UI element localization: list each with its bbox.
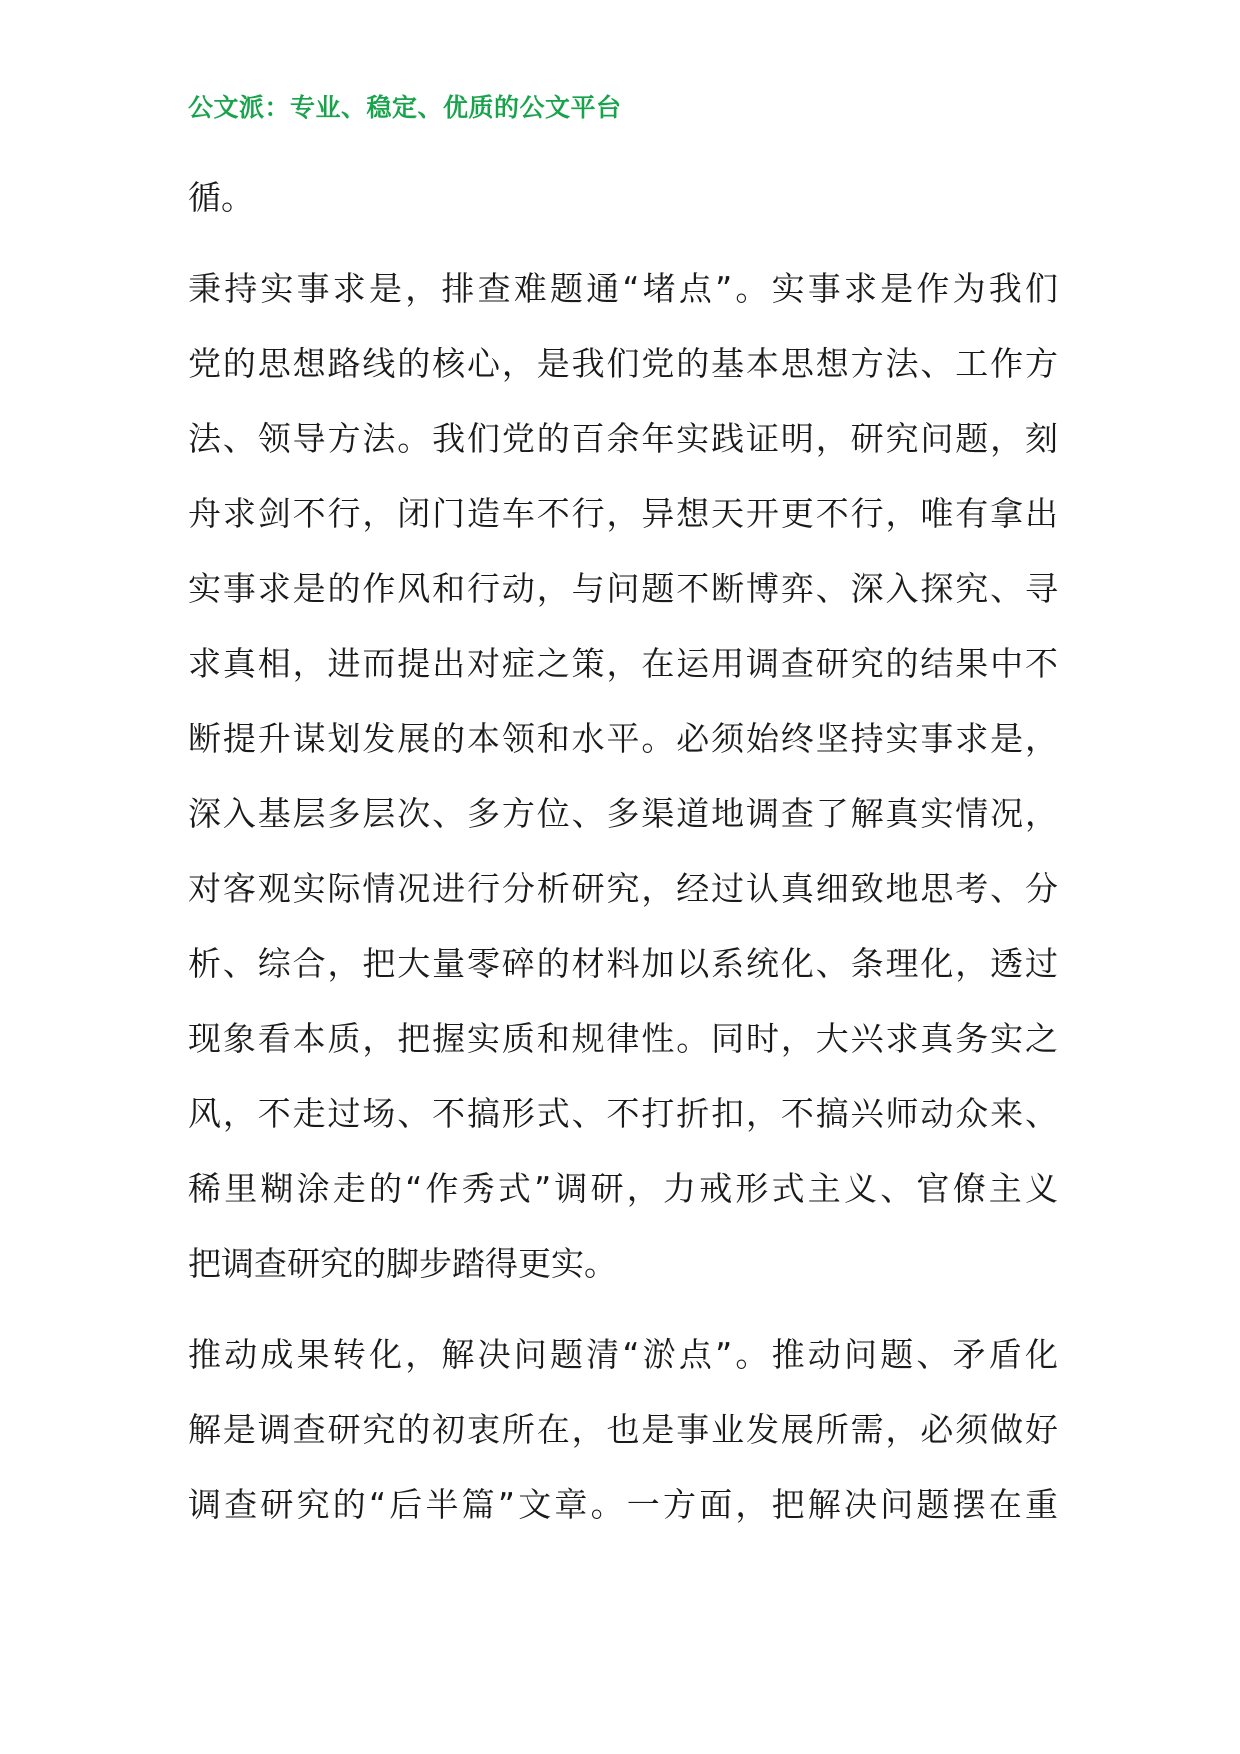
text-line: 断提升谋划发展的本领和水平。必须始终坚持实事求是， — [188, 719, 1058, 758]
text-line: 现象看本质，把握实质和规律性。同时，大兴求真务实之 — [188, 1019, 1058, 1058]
text-line: 循。 — [188, 178, 254, 217]
text-line: 实事求是的作风和行动，与问题不断博弈、深入探究、寻 — [188, 569, 1058, 608]
text-line: 解是调查研究的初衷所在，也是事业发展所需，必须做好 — [188, 1410, 1058, 1449]
text-line: 推动成果转化，解决问题清“淤点”。推动问题、矛盾化 — [188, 1335, 1058, 1374]
text-line: 党的思想路线的核心，是我们党的基本思想方法、工作方 — [188, 344, 1058, 383]
paragraph-gap — [188, 243, 1058, 259]
body-text — [188, 168, 1058, 1550]
paragraph — [188, 259, 1058, 1309]
text-line: 求真相，进而提出对症之策，在运用调查研究的结果中不 — [188, 644, 1058, 683]
paragraph — [188, 168, 1058, 243]
text-line: 秉持实事求是，排查难题通“堵点”。实事求是作为我们 — [188, 269, 1058, 308]
text-line: 深入基层多层次、多方位、多渠道地调查了解真实情况， — [188, 794, 1058, 833]
text-line: 法、领导方法。我们党的百余年实践证明，研究问题，刻 — [188, 419, 1058, 458]
header-title: 公文派：专业、稳定、优质的公文平台 — [188, 93, 622, 122]
text-line: 把调查研究的脚步踏得更实。 — [188, 1244, 617, 1283]
text-line: 风，不走过场、不搞形式、不打折扣，不搞兴师动众来、 — [188, 1094, 1058, 1133]
text-line: 舟求剑不行，闭门造车不行，异想天开更不行，唯有拿出 — [188, 494, 1058, 533]
paragraph-gap — [188, 1309, 1058, 1325]
paragraph — [188, 1325, 1058, 1550]
text-line: 稀里糊涂走的“作秀式”调研，力戒形式主义、官僚主义 — [188, 1169, 1058, 1208]
text-line: 析、综合，把大量零碎的材料加以系统化、条理化，透过 — [188, 944, 1058, 983]
text-line: 调查研究的“后半篇”文章。一方面，把解决问题摆在重 — [188, 1485, 1058, 1524]
text-line: 对客观实际情况进行分析研究，经过认真细致地思考、分 — [188, 869, 1058, 908]
